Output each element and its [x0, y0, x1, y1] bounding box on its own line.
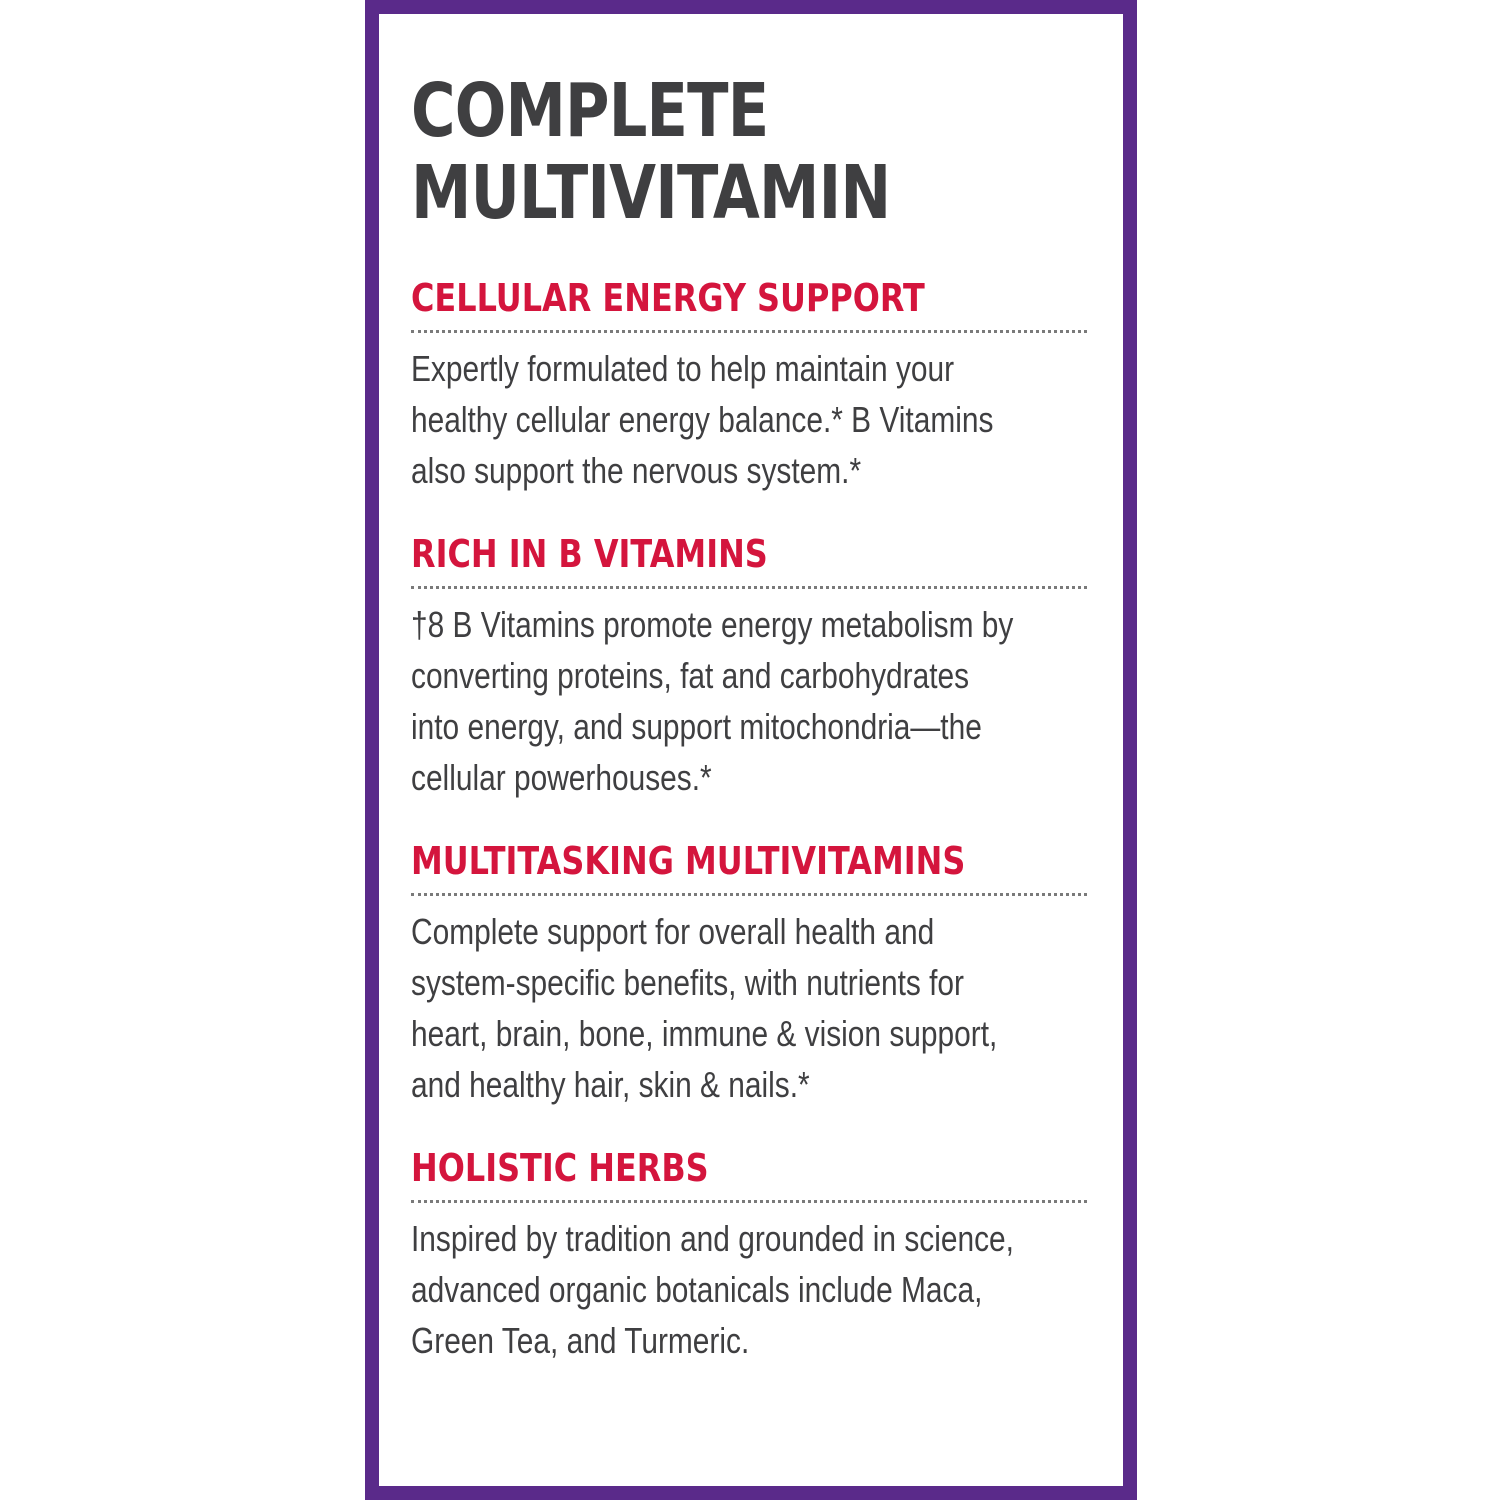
body-line: and healthy hair, skin & nails.*	[411, 1064, 810, 1105]
section-multitasking	[411, 839, 1091, 1110]
title-line-2: MULTIVITAMIN	[411, 150, 891, 236]
panel-content	[411, 70, 1091, 1366]
section-body	[411, 906, 1075, 1110]
section-body	[411, 1213, 1075, 1366]
body-line: advanced organic botanicals include Maca,	[411, 1269, 983, 1310]
title-line-1: COMPLETE	[411, 68, 769, 154]
section-heading: RICH IN B VITAMINS	[411, 532, 768, 576]
body-line: healthy cellular energy balance.* B Vitamins	[411, 399, 994, 440]
body-line: Expertly formulated to help maintain your	[411, 348, 955, 389]
body-line: heart, brain, bone, immune & vision support,	[411, 1013, 998, 1054]
section-heading: HOLISTIC HERBS	[411, 1146, 709, 1190]
body-line: Complete support for overall health and	[411, 911, 935, 952]
section-cellular-energy	[411, 276, 1091, 496]
body-line: cellular powerhouses.*	[411, 757, 712, 798]
section-b-vitamins	[411, 532, 1091, 803]
body-line: Inspired by tradition and grounded in science,	[411, 1218, 1014, 1259]
body-line: into energy, and support mitochondria—the	[411, 706, 982, 747]
body-line: converting proteins, fat and carbohydrates	[411, 655, 970, 696]
page-title	[411, 70, 969, 234]
body-line: system-specific benefits, with nutrients for	[411, 962, 964, 1003]
dotted-divider	[411, 893, 1087, 896]
section-body	[411, 343, 1075, 496]
body-line: Green Tea, and Turmeric.	[411, 1320, 750, 1361]
section-heading: CELLULAR ENERGY SUPPORT	[411, 276, 925, 320]
dotted-divider	[411, 330, 1087, 333]
body-line: †8 B Vitamins promote energy metabolism by	[411, 604, 1014, 645]
section-body	[411, 599, 1075, 803]
section-heading: MULTITASKING MULTIVITAMINS	[411, 839, 966, 883]
section-holistic-herbs	[411, 1146, 1091, 1366]
product-info-panel	[365, 0, 1137, 1500]
dotted-divider	[411, 1200, 1087, 1203]
dotted-divider	[411, 586, 1087, 589]
body-line: also support the nervous system.*	[411, 450, 862, 491]
